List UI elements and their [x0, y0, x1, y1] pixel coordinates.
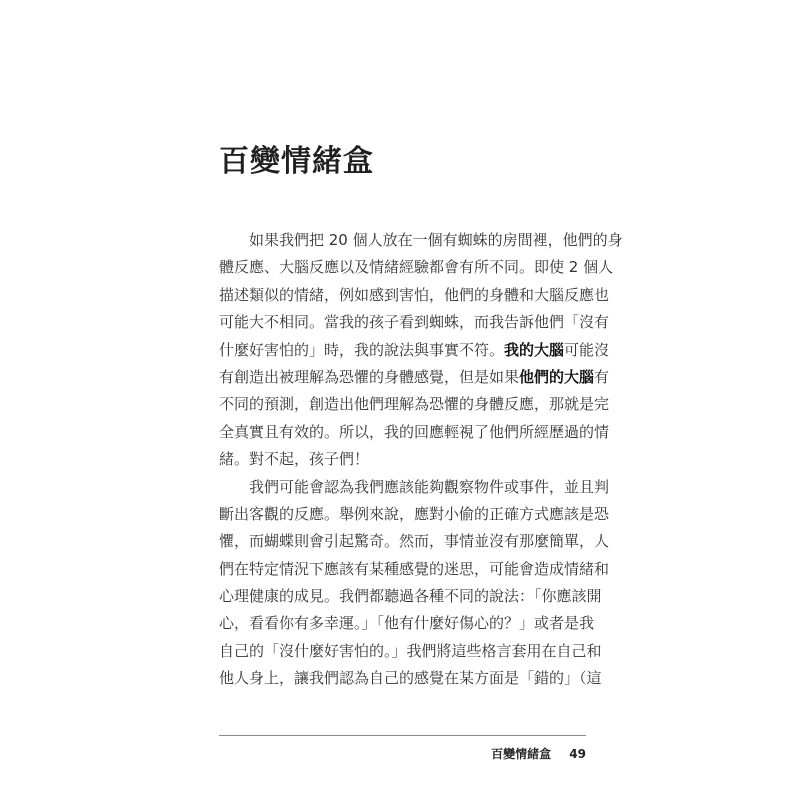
text-run: 如果我們把 20 個人放在一個有蜘蛛的房間裡，他們的身	[219, 231, 623, 249]
text-line	[219, 638, 602, 665]
text-run: 斷出客觀的反應。舉例來說，應對小偷的正確方式應該是恐	[219, 504, 610, 523]
text-run: 有創造出被理解為恐懼的身體感覺，但是如果	[219, 367, 520, 386]
emphasis-text: 我的大腦	[504, 340, 565, 359]
text-run: 什麼好害怕的」時，我的說法與事實不符。	[219, 340, 505, 359]
text-run: 描述類似的情緒，例如感到害怕，他們的身體和大腦反應也	[219, 285, 610, 304]
text-run: 自己的「沒什麼好害怕的。」我們將這些格言套用在自己和	[219, 641, 602, 660]
text-line	[219, 556, 610, 583]
text-line	[219, 501, 610, 528]
text-run: 我們可能會認為我們應該能夠觀察物件或事件，並且判	[219, 477, 610, 496]
page-number: 49	[569, 747, 586, 761]
running-title: 百變情緒盒	[491, 747, 552, 761]
text-line	[219, 254, 614, 281]
text-run: 他人身上，讓我們認為自己的感覺在某方面是「錯的」（這	[219, 669, 602, 688]
footer-rule	[219, 735, 586, 736]
body-text	[219, 227, 623, 693]
text-run: 體反應、大腦反應以及情緒經驗都會有所不同。即使 2 個人	[219, 258, 614, 277]
text-run: 懼，而蝴蝶則會引起驚奇。然而，事情並沒有那麼簡單，人	[219, 532, 610, 551]
emphasis-text: 他們的大腦	[519, 367, 595, 386]
text-line	[219, 227, 623, 254]
text-line	[219, 446, 591, 473]
text-run: 心理健康的成見。我們都聽過各種不同的說法：「你應該開	[219, 587, 602, 606]
chapter-title: 百變情緒盒	[219, 144, 374, 179]
text-run: 可能大不相同。當我的孩子看到蜘蛛，而我告訴他們「沒有	[219, 313, 610, 332]
text-line	[219, 282, 610, 309]
text-run: 全真實且有效的。所以，我的回應輕視了他們所經歷過的情	[219, 422, 610, 441]
text-run: 心，看看你有多幸運。」「他有什麼好傷心的？」或者是我	[219, 614, 595, 633]
text-line	[219, 337, 610, 364]
text-line	[219, 528, 610, 555]
text-line	[219, 474, 610, 501]
text-run: 有	[594, 367, 610, 386]
text-run: 可能沒	[564, 340, 610, 359]
text-line	[219, 419, 610, 446]
text-line	[219, 364, 610, 391]
text-line	[219, 610, 595, 637]
text-line	[219, 391, 610, 418]
text-line	[219, 665, 602, 692]
text-run: 緒。對不起，孩子們！	[219, 450, 370, 469]
text-line	[219, 309, 610, 336]
text-run: 們在特定情況下應該有某種感覺的迷思，可能會造成情緒和	[219, 559, 610, 578]
text-run: 不同的預測，創造出他們理解為恐懼的身體反應，那就是完	[219, 395, 610, 414]
text-line	[219, 583, 602, 610]
page-footer	[491, 745, 586, 762]
